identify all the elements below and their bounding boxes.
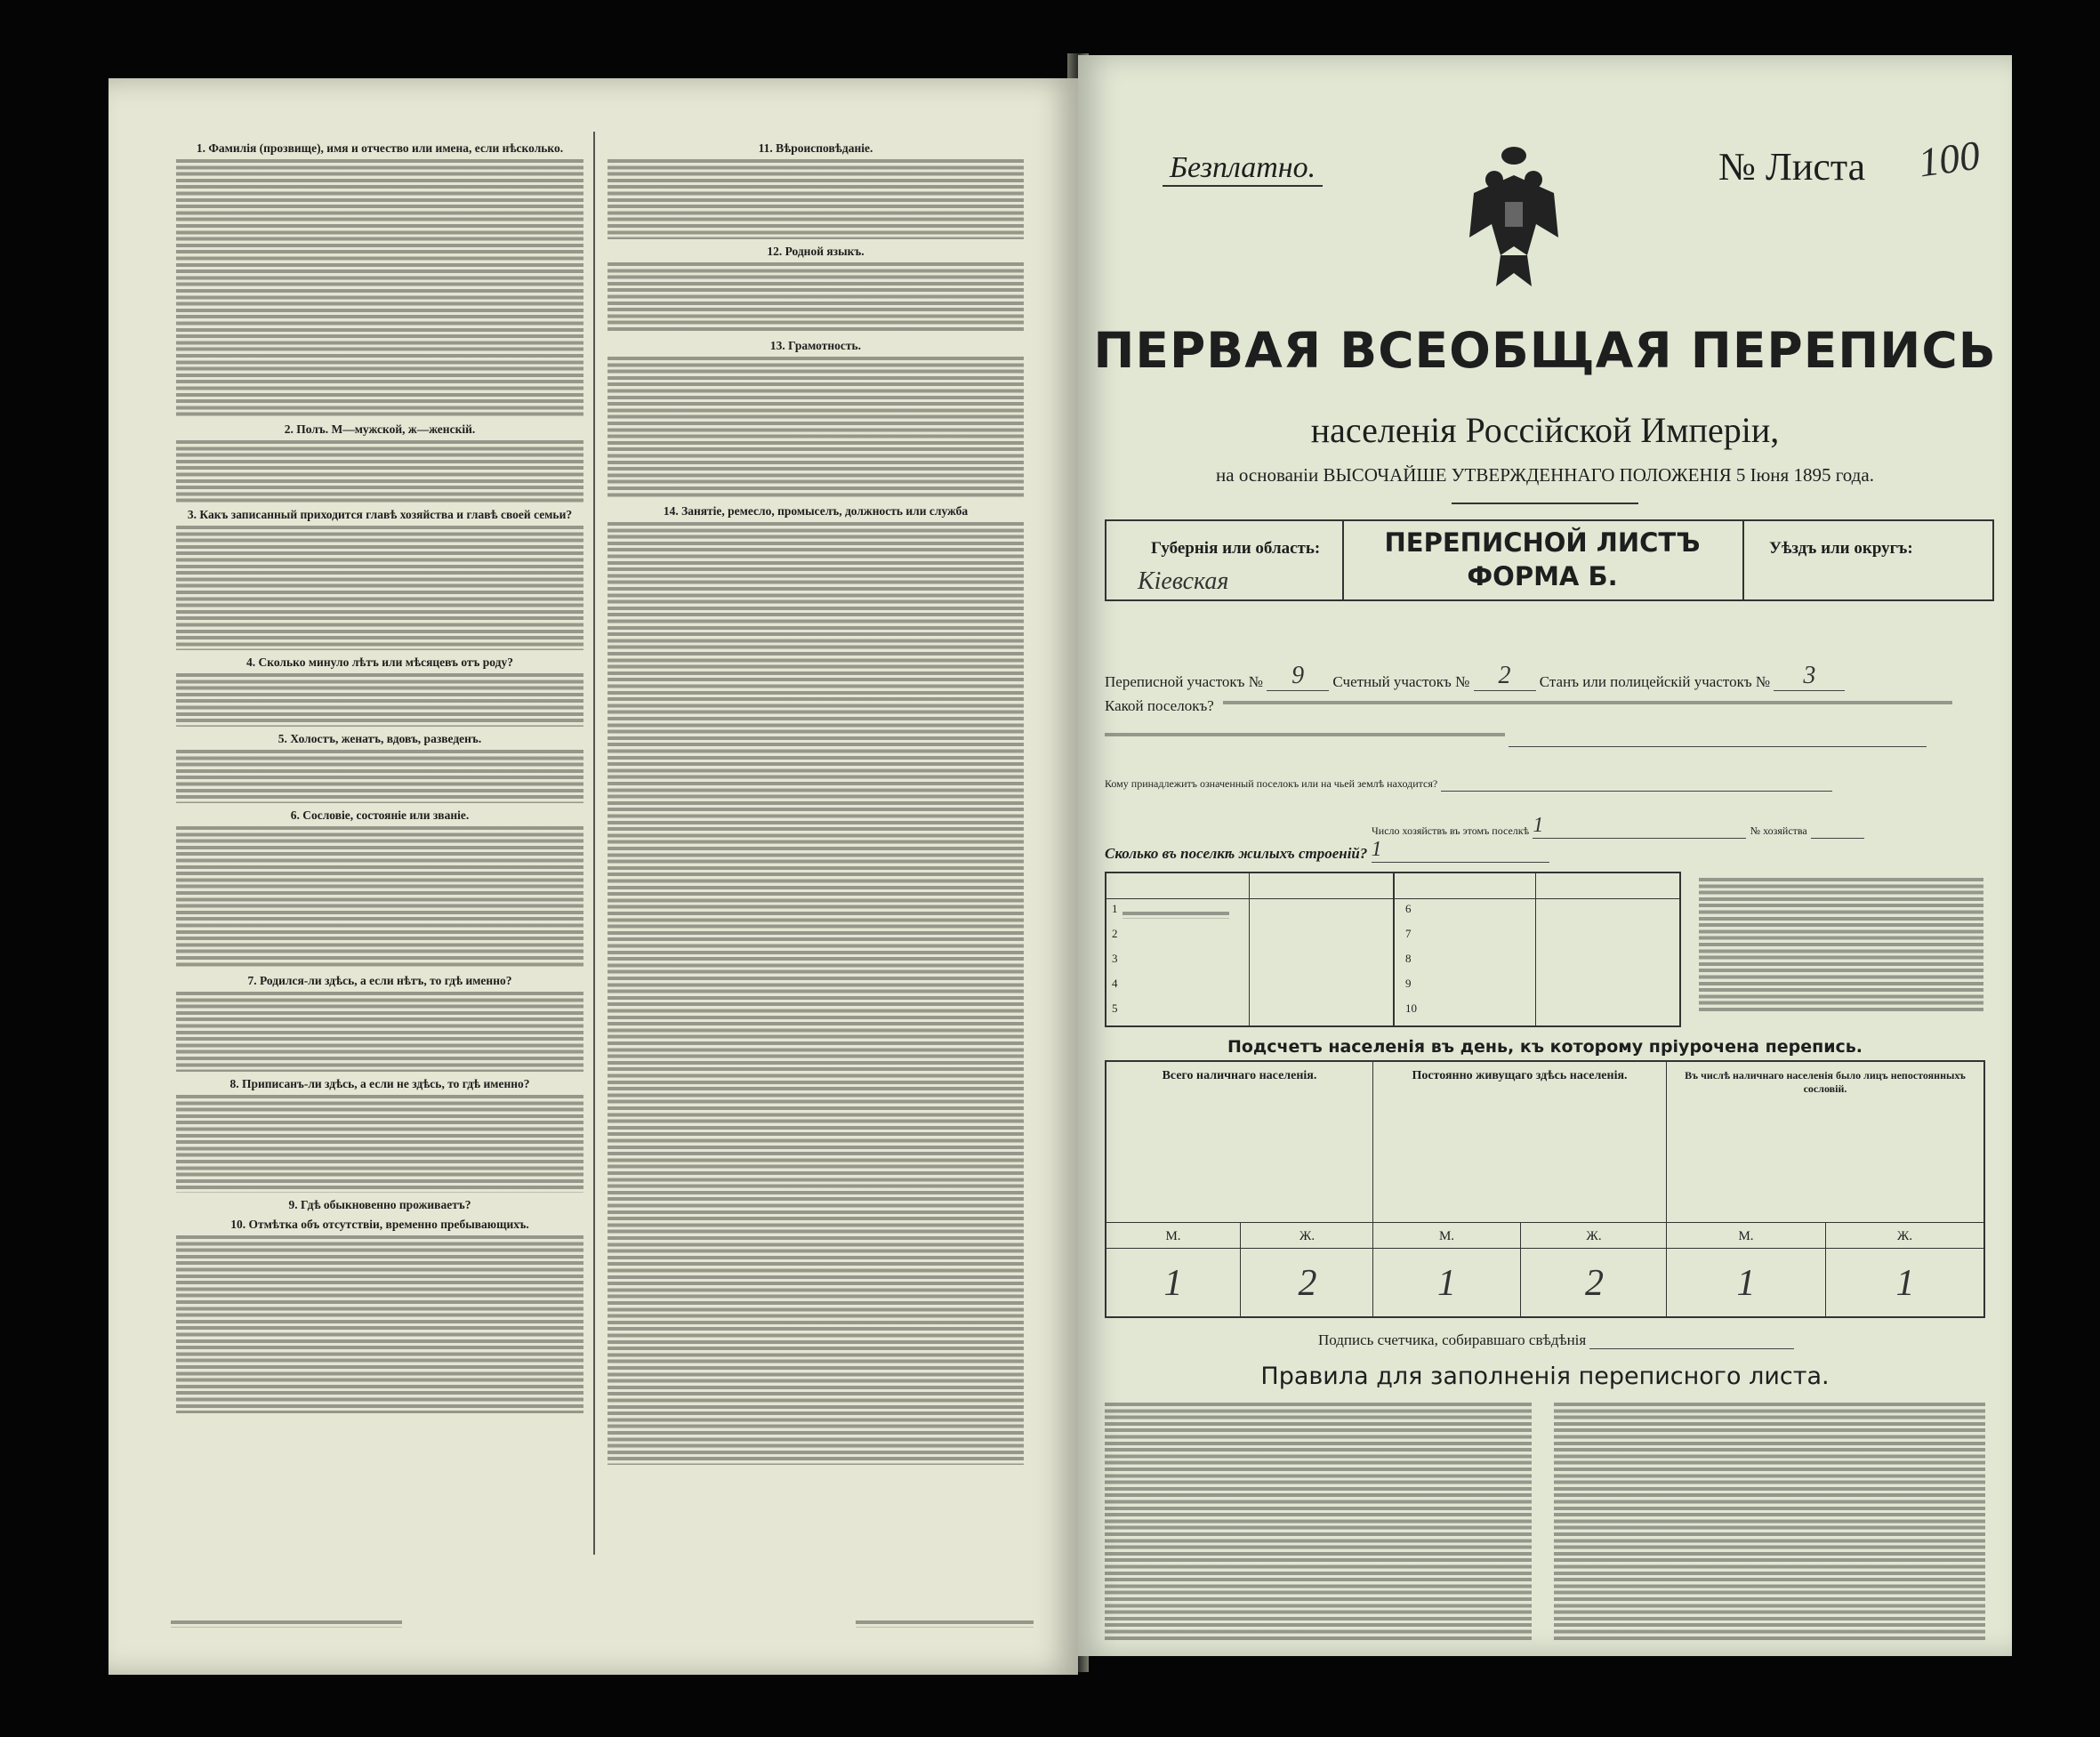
text-block	[176, 526, 583, 650]
right-page	[1078, 55, 2012, 1656]
pop-header-permanent: Постоянно живущаго здѣсь населенія.	[1412, 1069, 1628, 1082]
section-heading: 5. Холостъ, женатъ, вдовъ, разведенъ.	[278, 732, 482, 745]
text-block	[176, 673, 583, 727]
owner-value	[1441, 771, 1832, 792]
text-block	[176, 1095, 583, 1193]
buildings-note	[1699, 878, 1983, 1011]
count-section-value: 2	[1474, 662, 1536, 691]
section-heading: 4. Сколько минуло лѣтъ или мѣсяцевъ отъ роду?	[246, 655, 513, 669]
section-heading: 3. Какъ записанный приходится главѣ хозяйства и главѣ своей семьи?	[187, 508, 573, 521]
left-column-b	[602, 136, 1029, 1555]
printer-imprint-left	[171, 1620, 402, 1630]
text-block	[176, 440, 583, 503]
sheet-number-handwritten: 100	[1915, 132, 1983, 186]
section-heading: 9. Гдѣ обыкновенно проживаетъ?	[288, 1198, 471, 1211]
section-heading: 14. Занятіе, ремесло, промыселъ, должность или служба	[663, 504, 969, 518]
column-divider	[593, 132, 595, 1555]
text-block	[607, 262, 1024, 334]
gubernia-value: Кіевская	[1138, 567, 1229, 595]
text-block	[607, 522, 1024, 1465]
census-section-line: Переписной участокъ № 9 Счетный участокъ № 2 Станъ или полицейскій участокъ № 3	[1105, 662, 1845, 691]
form-title: ПЕРЕПИСНОЙ ЛИСТЪ ФОРМА Б.	[1384, 527, 1701, 591]
text-block	[176, 750, 583, 803]
section-heading: 13. Грамотность.	[769, 339, 862, 352]
printer-imprint-right	[856, 1620, 1034, 1630]
gubernia-label: Губернія или область:	[1151, 539, 1321, 558]
form-header-box	[1105, 519, 1994, 601]
double-headed-eagle-emblem	[1460, 140, 1567, 291]
section-heading: 2. Полъ. М—мужской, ж—женскій.	[284, 422, 476, 436]
settlement-value	[1509, 727, 1927, 747]
households-line: Число хозяйствъ въ этомъ поселкѣ 1 № хозяйства	[1372, 814, 1864, 839]
buildings-table: 1 2 3 4 5 6 7 8 9 10	[1105, 872, 1681, 1027]
building-row-1-hand	[1122, 904, 1229, 924]
population-count-title: Подсчетъ населенія въ день, къ которому пріурочена перепись.	[1227, 1037, 1863, 1057]
pop-sex-label: Ж.	[1825, 1222, 1983, 1249]
title-rule	[1452, 503, 1638, 504]
text-block	[607, 159, 1024, 239]
pop-transient-male: 1	[1736, 1263, 1756, 1304]
text-block	[176, 1235, 583, 1413]
rules-column-right	[1554, 1403, 1985, 1643]
buildings-value: 1	[1372, 838, 1549, 863]
section-heading: 6. Сословіе, состояніе или званіе.	[290, 808, 470, 822]
pop-header-total: Всего наличнаго населенія.	[1162, 1069, 1317, 1082]
pop-sex-label: Ж.	[1520, 1222, 1667, 1249]
rules-column-left	[1105, 1403, 1532, 1643]
left-page	[109, 78, 1078, 1675]
pop-sex-label: М.	[1667, 1222, 1825, 1249]
enumerator-signature	[1589, 1329, 1794, 1349]
population-table	[1105, 1060, 1985, 1318]
households-value: 1	[1533, 814, 1746, 839]
settlement-line-2	[1105, 727, 1927, 747]
free-label: Безплатно.	[1163, 151, 1323, 187]
section-heading: 1. Фамилія (прозвище), имя и отчество или имена, если нѣсколько.	[196, 141, 564, 155]
settlement-line: Какой поселокъ?	[1105, 697, 1952, 715]
rules-title: Правила для заполненія переписного листа.	[1260, 1363, 1830, 1390]
pop-sex-label: М.	[1106, 1222, 1240, 1249]
pop-sex-label: М.	[1373, 1222, 1520, 1249]
census-title: ПЕРВАЯ ВСЕОБЩАЯ ПЕРЕПИСЬ	[1093, 322, 1997, 379]
buildings-line: Сколько въ поселкѣ жилыхъ строеній? 1	[1105, 838, 1549, 863]
census-basis-line: на основаніи ВЫСОЧАЙШЕ УТВЕРЖДЕННАГО ПОЛОЖЕНІЯ 5 Іюня 1895 года.	[1216, 464, 1874, 486]
pop-sex-label: Ж.	[1240, 1222, 1373, 1249]
police-section-value: 3	[1774, 662, 1845, 691]
enumerator-signature-line: Подпись счетчика, собиравшаго свѣдѣнія	[1318, 1329, 1794, 1349]
census-subtitle: населенія Россійской Имперіи,	[1310, 410, 1780, 450]
pop-permanent-female: 2	[1520, 1249, 1668, 1318]
section-heading: 7. Родился-ли здѣсь, а если нѣтъ, то гдѣ именно?	[247, 974, 512, 987]
section-heading: 8. Приписанъ-ли здѣсь, а если не здѣсь, то гдѣ именно?	[229, 1077, 530, 1090]
text-block	[176, 159, 583, 417]
sheet-number-label: № Листа	[1718, 145, 1866, 189]
left-column-a	[171, 136, 589, 1555]
text-block	[176, 826, 583, 969]
pop-total-female: 2	[1240, 1249, 1374, 1318]
census-section-value: 9	[1267, 662, 1329, 691]
section-heading: 10. Отмѣтка объ отсутствіи, временно пребывающихъ.	[230, 1218, 529, 1231]
section-heading: 11. Вѣроисповѣданіе.	[758, 141, 873, 155]
uezd-label: Уѣздъ или округъ:	[1769, 539, 1913, 558]
pop-permanent-male: 1	[1437, 1263, 1456, 1304]
pop-transient-female: 1	[1825, 1249, 1984, 1318]
text-block	[607, 357, 1024, 499]
pop-total-male: 1	[1163, 1263, 1183, 1304]
section-heading: 12. Родной языкъ.	[767, 245, 865, 258]
text-block	[176, 992, 583, 1072]
pop-header-transient: Въ числѣ наличнаго населенія было лицъ непостоянныхъ сословій.	[1685, 1069, 1966, 1095]
owner-line: Кому принадлежитъ означенный поселокъ или на чьей землѣ находится?	[1105, 771, 1832, 792]
